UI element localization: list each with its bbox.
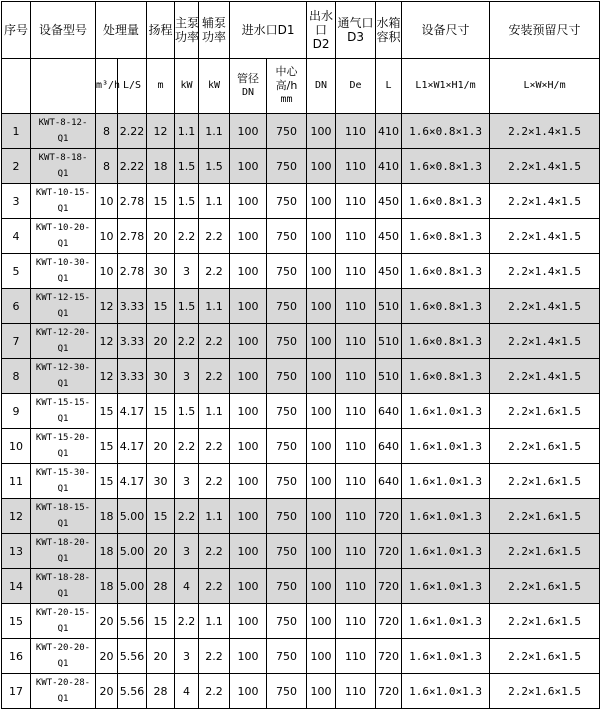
cell-flow-h: 20 <box>96 604 118 639</box>
cell-tank-volume: 720 <box>376 499 402 534</box>
cell-model: KWT-10-20- Q1 <box>31 219 96 254</box>
cell-aux-kw: 2.2 <box>199 464 230 499</box>
cell-aux-kw: 1.1 <box>199 289 230 324</box>
cell-install-size: 2.2×1.4×1.5 <box>490 219 600 254</box>
cell-tank-volume: 720 <box>376 534 402 569</box>
cell-vent-de: 110 <box>336 114 376 149</box>
cell-aux-kw: 1.1 <box>199 394 230 429</box>
unit-head: m <box>147 59 175 114</box>
cell-install-size: 2.2×1.6×1.5 <box>490 604 600 639</box>
cell-seq: 8 <box>2 359 31 394</box>
cell-main-kw: 3 <box>175 254 199 289</box>
cell-inlet-dn: 100 <box>230 254 267 289</box>
cell-head: 15 <box>147 289 175 324</box>
cell-outlet-dn: 100 <box>307 394 336 429</box>
cell-equip-size: 1.6×0.8×1.3 <box>402 219 490 254</box>
cell-flow-s: 5.56 <box>118 604 147 639</box>
cell-seq: 14 <box>2 569 31 604</box>
unit-vent: De <box>336 59 376 114</box>
cell-flow-s: 5.00 <box>118 499 147 534</box>
cell-flow-s: 2.22 <box>118 149 147 184</box>
cell-flow-h: 12 <box>96 289 118 324</box>
cell-main-kw: 1.5 <box>175 149 199 184</box>
cell-seq: 16 <box>2 639 31 674</box>
cell-inlet-height: 750 <box>267 674 307 709</box>
cell-tank-volume: 450 <box>376 184 402 219</box>
cell-aux-kw: 1.1 <box>199 604 230 639</box>
cell-main-kw: 3 <box>175 464 199 499</box>
cell-flow-s: 3.33 <box>118 289 147 324</box>
cell-outlet-dn: 100 <box>307 499 336 534</box>
unit-flow-s: L/S <box>118 59 147 114</box>
cell-equip-size: 1.6×1.0×1.3 <box>402 674 490 709</box>
cell-equip-size: 1.6×1.0×1.3 <box>402 534 490 569</box>
cell-flow-s: 5.00 <box>118 569 147 604</box>
cell-flow-s: 4.17 <box>118 464 147 499</box>
cell-inlet-dn: 100 <box>230 149 267 184</box>
cell-tank-volume: 510 <box>376 324 402 359</box>
cell-equip-size: 1.6×0.8×1.3 <box>402 184 490 219</box>
cell-inlet-dn: 100 <box>230 219 267 254</box>
unit-inlet-pipe: 管径 DN <box>230 59 267 114</box>
cell-vent-de: 110 <box>336 254 376 289</box>
table-body <box>2 114 600 709</box>
cell-tank-volume: 720 <box>376 639 402 674</box>
unit-tank: L <box>376 59 402 114</box>
cell-seq: 3 <box>2 184 31 219</box>
cell-vent-de: 110 <box>336 639 376 674</box>
cell-vent-de: 110 <box>336 324 376 359</box>
cell-outlet-dn: 100 <box>307 534 336 569</box>
cell-flow-s: 3.33 <box>118 359 147 394</box>
cell-aux-kw: 2.2 <box>199 569 230 604</box>
header-head: 扬程 <box>147 2 175 59</box>
cell-inlet-height: 750 <box>267 464 307 499</box>
cell-flow-h: 12 <box>96 359 118 394</box>
cell-inlet-height: 750 <box>267 534 307 569</box>
cell-main-kw: 2.2 <box>175 219 199 254</box>
cell-head: 30 <box>147 254 175 289</box>
cell-flow-s: 3.33 <box>118 324 147 359</box>
header-outlet: 出水 口 D2 <box>307 2 336 59</box>
cell-outlet-dn: 100 <box>307 184 336 219</box>
cell-vent-de: 110 <box>336 149 376 184</box>
cell-flow-h: 18 <box>96 569 118 604</box>
cell-aux-kw: 2.2 <box>199 639 230 674</box>
cell-main-kw: 1.5 <box>175 289 199 324</box>
cell-model: KWT-12-30- Q1 <box>31 359 96 394</box>
header-equip-size: 设备尺寸 <box>402 2 490 59</box>
cell-equip-size: 1.6×0.8×1.3 <box>402 324 490 359</box>
cell-outlet-dn: 100 <box>307 639 336 674</box>
cell-install-size: 2.2×1.4×1.5 <box>490 184 600 219</box>
cell-outlet-dn: 100 <box>307 324 336 359</box>
cell-seq: 2 <box>2 149 31 184</box>
table-row <box>2 324 600 359</box>
header-main-pump: 主泵 功率 <box>175 2 199 59</box>
cell-outlet-dn: 100 <box>307 359 336 394</box>
cell-install-size: 2.2×1.6×1.5 <box>490 674 600 709</box>
cell-main-kw: 1.5 <box>175 394 199 429</box>
table-row <box>2 184 600 219</box>
cell-head: 30 <box>147 464 175 499</box>
cell-install-size: 2.2×1.6×1.5 <box>490 499 600 534</box>
cell-flow-s: 4.17 <box>118 394 147 429</box>
cell-flow-h: 10 <box>96 184 118 219</box>
cell-install-size: 2.2×1.4×1.5 <box>490 289 600 324</box>
header-inlet: 进水口D1 <box>230 2 307 59</box>
cell-vent-de: 110 <box>336 359 376 394</box>
cell-model: KWT-20-20- Q1 <box>31 639 96 674</box>
cell-install-size: 2.2×1.6×1.5 <box>490 464 600 499</box>
cell-equip-size: 1.6×1.0×1.3 <box>402 429 490 464</box>
cell-aux-kw: 2.2 <box>199 324 230 359</box>
cell-head: 15 <box>147 499 175 534</box>
table-row <box>2 464 600 499</box>
cell-flow-s: 2.78 <box>118 254 147 289</box>
table-row <box>2 604 600 639</box>
cell-flow-h: 15 <box>96 429 118 464</box>
cell-flow-h: 8 <box>96 114 118 149</box>
table-row <box>2 569 600 604</box>
cell-tank-volume: 720 <box>376 604 402 639</box>
header-capacity: 处理量 <box>96 2 147 59</box>
cell-seq: 5 <box>2 254 31 289</box>
header-row <box>2 2 600 59</box>
cell-main-kw: 3 <box>175 359 199 394</box>
cell-install-size: 2.2×1.6×1.5 <box>490 569 600 604</box>
cell-model: KWT-20-28- Q1 <box>31 674 96 709</box>
cell-flow-s: 5.56 <box>118 639 147 674</box>
cell-inlet-height: 750 <box>267 149 307 184</box>
table-row <box>2 499 600 534</box>
cell-inlet-height: 750 <box>267 254 307 289</box>
unit-outlet: DN <box>307 59 336 114</box>
cell-flow-h: 18 <box>96 499 118 534</box>
cell-inlet-dn: 100 <box>230 604 267 639</box>
cell-main-kw: 3 <box>175 639 199 674</box>
header-vent: 通气口 D3 <box>336 2 376 59</box>
cell-flow-h: 18 <box>96 534 118 569</box>
cell-vent-de: 110 <box>336 219 376 254</box>
cell-aux-kw: 2.2 <box>199 674 230 709</box>
unit-aux-kw: kW <box>199 59 230 114</box>
cell-main-kw: 2.2 <box>175 429 199 464</box>
cell-seq: 12 <box>2 499 31 534</box>
cell-inlet-height: 750 <box>267 219 307 254</box>
cell-inlet-dn: 100 <box>230 324 267 359</box>
unit-model-blank <box>31 59 96 114</box>
cell-tank-volume: 410 <box>376 114 402 149</box>
cell-equip-size: 1.6×0.8×1.3 <box>402 114 490 149</box>
cell-model: KWT-12-15- Q1 <box>31 289 96 324</box>
cell-install-size: 2.2×1.6×1.5 <box>490 639 600 674</box>
cell-equip-size: 1.6×0.8×1.3 <box>402 254 490 289</box>
cell-equip-size: 1.6×0.8×1.3 <box>402 149 490 184</box>
cell-vent-de: 110 <box>336 289 376 324</box>
unit-seq-blank <box>2 59 31 114</box>
unit-main-kw: kW <box>175 59 199 114</box>
spec-table <box>1 1 600 709</box>
cell-outlet-dn: 100 <box>307 149 336 184</box>
unit-install: L×W×H/m <box>490 59 600 114</box>
cell-seq: 4 <box>2 219 31 254</box>
header-aux-pump: 辅泵 功率 <box>199 2 230 59</box>
cell-equip-size: 1.6×1.0×1.3 <box>402 499 490 534</box>
cell-main-kw: 2.2 <box>175 604 199 639</box>
cell-model: KWT-20-15- Q1 <box>31 604 96 639</box>
cell-inlet-dn: 100 <box>230 289 267 324</box>
cell-seq: 17 <box>2 674 31 709</box>
cell-equip-size: 1.6×0.8×1.3 <box>402 359 490 394</box>
cell-seq: 15 <box>2 604 31 639</box>
cell-tank-volume: 640 <box>376 464 402 499</box>
cell-install-size: 2.2×1.4×1.5 <box>490 149 600 184</box>
cell-seq: 7 <box>2 324 31 359</box>
cell-model: KWT-15-15- Q1 <box>31 394 96 429</box>
unit-inlet-height: 中心 高/h mm <box>267 59 307 114</box>
cell-seq: 1 <box>2 114 31 149</box>
cell-inlet-dn: 100 <box>230 184 267 219</box>
table-row <box>2 359 600 394</box>
cell-tank-volume: 720 <box>376 674 402 709</box>
cell-inlet-height: 750 <box>267 394 307 429</box>
cell-flow-s: 2.78 <box>118 184 147 219</box>
cell-main-kw: 3 <box>175 534 199 569</box>
cell-aux-kw: 2.2 <box>199 429 230 464</box>
cell-head: 20 <box>147 639 175 674</box>
cell-install-size: 2.2×1.4×1.5 <box>490 359 600 394</box>
cell-head: 30 <box>147 359 175 394</box>
cell-outlet-dn: 100 <box>307 429 336 464</box>
cell-main-kw: 2.2 <box>175 499 199 534</box>
cell-aux-kw: 1.1 <box>199 184 230 219</box>
cell-tank-volume: 640 <box>376 429 402 464</box>
cell-inlet-dn: 100 <box>230 394 267 429</box>
cell-vent-de: 110 <box>336 464 376 499</box>
cell-head: 28 <box>147 674 175 709</box>
cell-inlet-height: 750 <box>267 184 307 219</box>
cell-seq: 11 <box>2 464 31 499</box>
cell-install-size: 2.2×1.6×1.5 <box>490 534 600 569</box>
units-row <box>2 59 600 114</box>
cell-inlet-dn: 100 <box>230 674 267 709</box>
cell-flow-h: 10 <box>96 219 118 254</box>
cell-head: 20 <box>147 219 175 254</box>
cell-install-size: 2.2×1.6×1.5 <box>490 394 600 429</box>
cell-seq: 6 <box>2 289 31 324</box>
cell-inlet-height: 750 <box>267 114 307 149</box>
header-install-size: 安装预留尺寸 <box>490 2 600 59</box>
cell-inlet-dn: 100 <box>230 534 267 569</box>
cell-model: KWT-18-15- Q1 <box>31 499 96 534</box>
table-row <box>2 114 600 149</box>
cell-aux-kw: 1.1 <box>199 114 230 149</box>
cell-vent-de: 110 <box>336 604 376 639</box>
cell-tank-volume: 640 <box>376 394 402 429</box>
cell-model: KWT-8-18- Q1 <box>31 149 96 184</box>
cell-main-kw: 4 <box>175 674 199 709</box>
cell-outlet-dn: 100 <box>307 219 336 254</box>
cell-inlet-dn: 100 <box>230 639 267 674</box>
cell-model: KWT-10-30- Q1 <box>31 254 96 289</box>
cell-inlet-dn: 100 <box>230 359 267 394</box>
cell-flow-h: 20 <box>96 639 118 674</box>
cell-head: 15 <box>147 604 175 639</box>
cell-head: 15 <box>147 394 175 429</box>
cell-vent-de: 110 <box>336 429 376 464</box>
cell-outlet-dn: 100 <box>307 604 336 639</box>
cell-model: KWT-8-12- Q1 <box>31 114 96 149</box>
table-row <box>2 219 600 254</box>
cell-inlet-height: 750 <box>267 289 307 324</box>
cell-inlet-dn: 100 <box>230 114 267 149</box>
cell-model: KWT-18-28- Q1 <box>31 569 96 604</box>
table-row <box>2 534 600 569</box>
cell-vent-de: 110 <box>336 184 376 219</box>
cell-outlet-dn: 100 <box>307 569 336 604</box>
cell-inlet-height: 750 <box>267 429 307 464</box>
table-row <box>2 394 600 429</box>
cell-flow-s: 2.78 <box>118 219 147 254</box>
cell-seq: 13 <box>2 534 31 569</box>
cell-head: 12 <box>147 114 175 149</box>
cell-flow-h: 15 <box>96 464 118 499</box>
cell-aux-kw: 2.2 <box>199 359 230 394</box>
cell-inlet-height: 750 <box>267 499 307 534</box>
cell-outlet-dn: 100 <box>307 254 336 289</box>
cell-head: 20 <box>147 324 175 359</box>
cell-main-kw: 1.5 <box>175 184 199 219</box>
cell-head: 28 <box>147 569 175 604</box>
cell-tank-volume: 450 <box>376 254 402 289</box>
cell-main-kw: 2.2 <box>175 324 199 359</box>
header-model: 设备型号 <box>31 2 96 59</box>
cell-tank-volume: 510 <box>376 289 402 324</box>
cell-aux-kw: 2.2 <box>199 219 230 254</box>
cell-vent-de: 110 <box>336 674 376 709</box>
table-row <box>2 289 600 324</box>
unit-flow-h: m³/h <box>96 59 118 114</box>
cell-outlet-dn: 100 <box>307 464 336 499</box>
header-seq: 序号 <box>2 2 31 59</box>
cell-head: 20 <box>147 534 175 569</box>
cell-install-size: 2.2×1.4×1.5 <box>490 254 600 289</box>
cell-seq: 9 <box>2 394 31 429</box>
cell-flow-h: 10 <box>96 254 118 289</box>
cell-install-size: 2.2×1.4×1.5 <box>490 114 600 149</box>
table-row <box>2 674 600 709</box>
cell-inlet-height: 750 <box>267 639 307 674</box>
cell-install-size: 2.2×1.6×1.5 <box>490 429 600 464</box>
cell-seq: 10 <box>2 429 31 464</box>
cell-flow-s: 4.17 <box>118 429 147 464</box>
cell-model: KWT-18-20- Q1 <box>31 534 96 569</box>
cell-install-size: 2.2×1.4×1.5 <box>490 324 600 359</box>
cell-head: 20 <box>147 429 175 464</box>
cell-equip-size: 1.6×1.0×1.3 <box>402 394 490 429</box>
cell-flow-h: 8 <box>96 149 118 184</box>
cell-vent-de: 110 <box>336 394 376 429</box>
cell-main-kw: 4 <box>175 569 199 604</box>
cell-main-kw: 1.1 <box>175 114 199 149</box>
table-row <box>2 639 600 674</box>
cell-vent-de: 110 <box>336 534 376 569</box>
cell-aux-kw: 1.1 <box>199 499 230 534</box>
cell-outlet-dn: 100 <box>307 674 336 709</box>
cell-flow-h: 20 <box>96 674 118 709</box>
cell-equip-size: 1.6×1.0×1.3 <box>402 639 490 674</box>
cell-model: KWT-15-20- Q1 <box>31 429 96 464</box>
cell-inlet-height: 750 <box>267 604 307 639</box>
cell-inlet-dn: 100 <box>230 429 267 464</box>
table-row <box>2 429 600 464</box>
table-row <box>2 254 600 289</box>
cell-inlet-height: 750 <box>267 324 307 359</box>
cell-tank-volume: 720 <box>376 569 402 604</box>
cell-aux-kw: 2.2 <box>199 534 230 569</box>
cell-outlet-dn: 100 <box>307 114 336 149</box>
cell-inlet-dn: 100 <box>230 464 267 499</box>
cell-model: KWT-15-30- Q1 <box>31 464 96 499</box>
cell-flow-s: 5.00 <box>118 534 147 569</box>
header-tank: 水箱 容积 <box>376 2 402 59</box>
cell-vent-de: 110 <box>336 569 376 604</box>
cell-tank-volume: 410 <box>376 149 402 184</box>
cell-inlet-height: 750 <box>267 359 307 394</box>
cell-inlet-dn: 100 <box>230 499 267 534</box>
cell-model: KWT-12-20- Q1 <box>31 324 96 359</box>
cell-aux-kw: 2.2 <box>199 254 230 289</box>
cell-aux-kw: 1.5 <box>199 149 230 184</box>
table-row <box>2 149 600 184</box>
cell-flow-s: 5.56 <box>118 674 147 709</box>
cell-model: KWT-10-15- Q1 <box>31 184 96 219</box>
cell-flow-h: 15 <box>96 394 118 429</box>
cell-equip-size: 1.6×1.0×1.3 <box>402 604 490 639</box>
cell-equip-size: 1.6×1.0×1.3 <box>402 464 490 499</box>
cell-tank-volume: 510 <box>376 359 402 394</box>
cell-tank-volume: 450 <box>376 219 402 254</box>
cell-flow-s: 2.22 <box>118 114 147 149</box>
cell-equip-size: 1.6×0.8×1.3 <box>402 289 490 324</box>
cell-vent-de: 110 <box>336 499 376 534</box>
cell-flow-h: 12 <box>96 324 118 359</box>
cell-equip-size: 1.6×1.0×1.3 <box>402 569 490 604</box>
cell-head: 15 <box>147 184 175 219</box>
unit-equip: L1×W1×H1/m <box>402 59 490 114</box>
cell-inlet-dn: 100 <box>230 569 267 604</box>
cell-head: 18 <box>147 149 175 184</box>
cell-inlet-height: 750 <box>267 569 307 604</box>
cell-outlet-dn: 100 <box>307 289 336 324</box>
